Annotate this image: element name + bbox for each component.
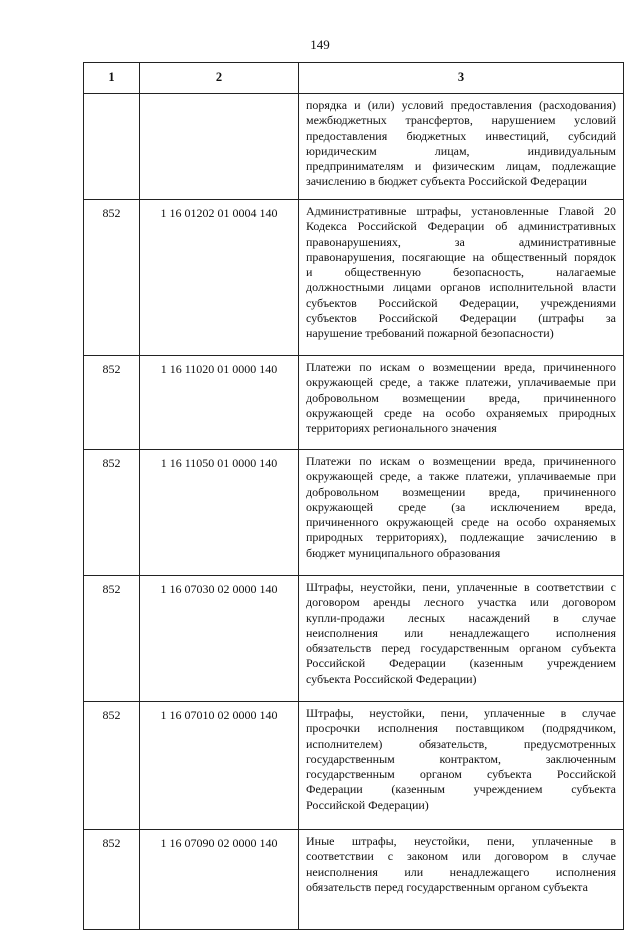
description-line: Российской Федерации) xyxy=(306,797,429,812)
description-line: нарушение требований пожарной безопасности) xyxy=(306,326,554,340)
table-row xyxy=(84,576,624,702)
admin-code-cell: 852 xyxy=(84,450,140,576)
description-line: Иные штрафы, неустойки, пени, уплаченные в xyxy=(306,834,616,848)
description-cell xyxy=(299,450,624,576)
description-line: правонарушения, посягающие на общественный порядок xyxy=(306,249,616,264)
admin-code-cell xyxy=(84,94,140,200)
description-line: Российской Федерации (казенным учреждением xyxy=(306,656,616,671)
description-line: межбюджетных трансфертов, нарушением условий xyxy=(306,113,616,128)
description-line: окружающей среде, а также платежи, уплачиваемые при xyxy=(306,375,616,390)
description-line: субъекта Российской Федерации) xyxy=(306,671,477,686)
description-cell xyxy=(299,94,624,200)
description-cell xyxy=(299,200,624,356)
budget-code-cell: 1 16 11050 01 0000 140 xyxy=(140,450,299,576)
table-row xyxy=(84,200,624,356)
admin-code-cell: 852 xyxy=(84,576,140,702)
description-line: окружающей среде на особо охраняемых природных xyxy=(306,405,616,420)
description-line: правонарушениях, за административные xyxy=(306,234,616,249)
description-line: порядка и (или) условий предоставления (расходования) xyxy=(306,98,616,112)
budget-code-cell: 1 16 07010 02 0000 140 xyxy=(140,702,299,830)
table-row xyxy=(84,450,624,576)
table-row xyxy=(84,94,624,200)
budget-code-cell: 1 16 07090 02 0000 140 xyxy=(140,830,299,930)
description-line: и общественную безопасность, налагаемые xyxy=(306,265,616,279)
description-line: исполнителем) обязательств, предусмотренных xyxy=(306,736,616,751)
header-cell-2: 2 xyxy=(140,63,299,94)
description-line: Платежи по искам о возмещении вреда, причиненного xyxy=(306,454,616,468)
admin-code-cell: 852 xyxy=(84,830,140,930)
description-cell xyxy=(299,356,624,450)
description-line: Федерации (казенным учреждением субъекта xyxy=(306,782,616,797)
header-cell-3: 3 xyxy=(299,63,624,94)
description-line: обязательств перед государственным органом субъекта xyxy=(306,641,616,655)
description-line: Платежи по искам о возмещении вреда, причиненного xyxy=(306,360,616,374)
header-cell-1: 1 xyxy=(84,63,140,94)
description-line: субъектов Российской Федерации (штрафы за xyxy=(306,310,616,325)
description-line: предпринимателям и физическим лицам, подлежащие xyxy=(306,159,616,173)
description-line: просрочки исполнения поставщиком (подрядчиком, xyxy=(306,721,616,736)
description-line: Кодекса Российской Федерации об административных xyxy=(306,219,616,234)
description-line: Штрафы, неустойки, пени, уплаченные в соответствии с xyxy=(306,580,616,594)
budget-code-cell xyxy=(140,94,299,200)
description-line: территориях регионального значения xyxy=(306,421,497,435)
description-line: добровольном возмещении вреда, причиненного xyxy=(306,484,616,499)
description-line: обязательств перед государственным органом субъекта xyxy=(306,879,588,894)
description-line: неисполнения или ненадлежащего исполнения xyxy=(306,625,616,640)
budget-code-cell: 1 16 01202 01 0004 140 xyxy=(140,200,299,356)
admin-code-cell: 852 xyxy=(84,356,140,450)
description-line: предоставления бюджетных инвестиций, субсидий xyxy=(306,128,616,143)
revenue-codes-table xyxy=(83,62,624,930)
description-line: зачислению в бюджет субъекта Российской Федерации xyxy=(306,174,587,189)
description-cell xyxy=(299,702,624,830)
description-cell xyxy=(299,830,624,930)
description-line: соответствии с законом или договором в случае xyxy=(306,849,616,864)
table-row xyxy=(84,356,624,450)
description-line: Административные штрафы, установленные Главой 20 xyxy=(306,204,616,218)
description-line: купли-продажи лесных насаждений в случае xyxy=(306,610,616,625)
table-row xyxy=(84,830,624,930)
description-cell xyxy=(299,576,624,702)
description-line: окружающей среде (за исключением вреда, xyxy=(306,499,616,514)
description-line: должностными лицами органов исполнительной власти xyxy=(306,280,616,295)
budget-code-cell: 1 16 11020 01 0000 140 xyxy=(140,356,299,450)
description-line: государственным органом субъекта Российской xyxy=(306,767,616,781)
description-line: причиненного окружающей среде на особо охраняемых xyxy=(306,515,616,529)
page-number: 149 xyxy=(310,37,330,52)
description-line: государственным контрактом, заключенным xyxy=(306,751,616,766)
description-line: природных территориях), подлежащие зачислению в xyxy=(306,530,616,545)
description-line: добровольном возмещении вреда, причиненного xyxy=(306,390,616,405)
description-line: субъектов Российской Федерации, учреждениями xyxy=(306,295,616,310)
description-line: неисполнения или ненадлежащего исполнения xyxy=(306,864,616,879)
table-header-row xyxy=(84,63,624,94)
admin-code-cell: 852 xyxy=(84,702,140,830)
description-line: бюджет муниципального образования xyxy=(306,545,501,560)
admin-code-cell: 852 xyxy=(84,200,140,356)
budget-code-cell: 1 16 07030 02 0000 140 xyxy=(140,576,299,702)
description-line: юридическим лицам, индивидуальным xyxy=(306,143,616,158)
table-row xyxy=(84,702,624,830)
description-line: договором аренды лесного участка или договором xyxy=(306,595,616,610)
description-line: окружающей среде, а также платежи, уплачиваемые при xyxy=(306,469,616,484)
description-line: Штрафы, неустойки, пени, уплаченные в случае xyxy=(306,706,616,720)
